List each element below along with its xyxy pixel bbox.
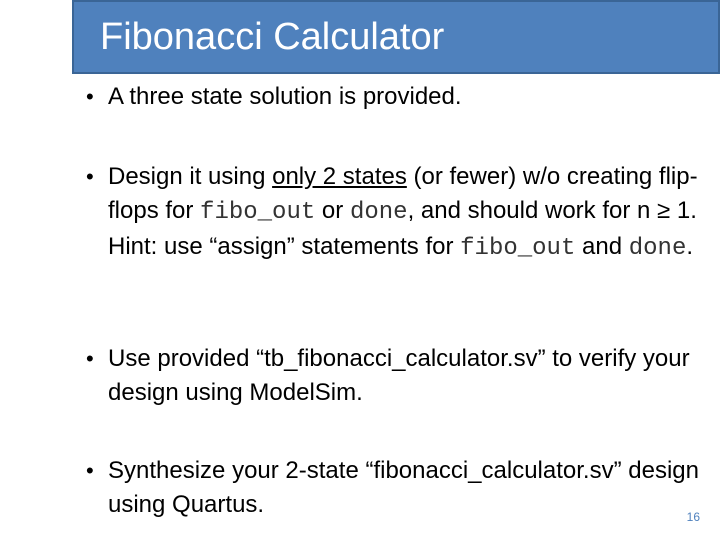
code-done: done — [349, 199, 408, 226]
slide-title: Fibonacci Calculator — [100, 16, 445, 58]
code-fibo-out: fibo_out — [460, 235, 576, 262]
bullet-text-part: , and should work for n ≥ 1. Hint: use “assign” statements for — [108, 197, 697, 260]
title-bar — [72, 0, 720, 74]
bullet-design-two-states — [86, 160, 720, 266]
code-done: done — [628, 235, 687, 262]
bullet-text-part: . — [686, 233, 694, 260]
bullet-text-part: Design it using — [108, 163, 273, 190]
bullet-text: Synthesize your 2-state “fibonacci_calculator.sv” design using Quartus. — [108, 457, 699, 518]
bullet-text-part: and — [575, 233, 629, 260]
bullet-synthesize — [86, 454, 720, 522]
page-number: 16 — [686, 510, 700, 524]
bullet-text-part: (or fewer) w/o creating flip-flops for — [108, 163, 698, 224]
bullet-testbench — [86, 342, 720, 410]
bullet-text-part: or — [315, 197, 350, 224]
underlined-text: only 2 states — [272, 163, 407, 190]
bullet-three-state — [86, 80, 720, 114]
bullet-text: Use provided “tb_fibonacci_calculator.sv” to verify your design using ModelSim. — [108, 345, 690, 406]
code-fibo-out: fibo_out — [200, 199, 316, 226]
bullet-text: A three state solution is provided. — [108, 83, 462, 110]
